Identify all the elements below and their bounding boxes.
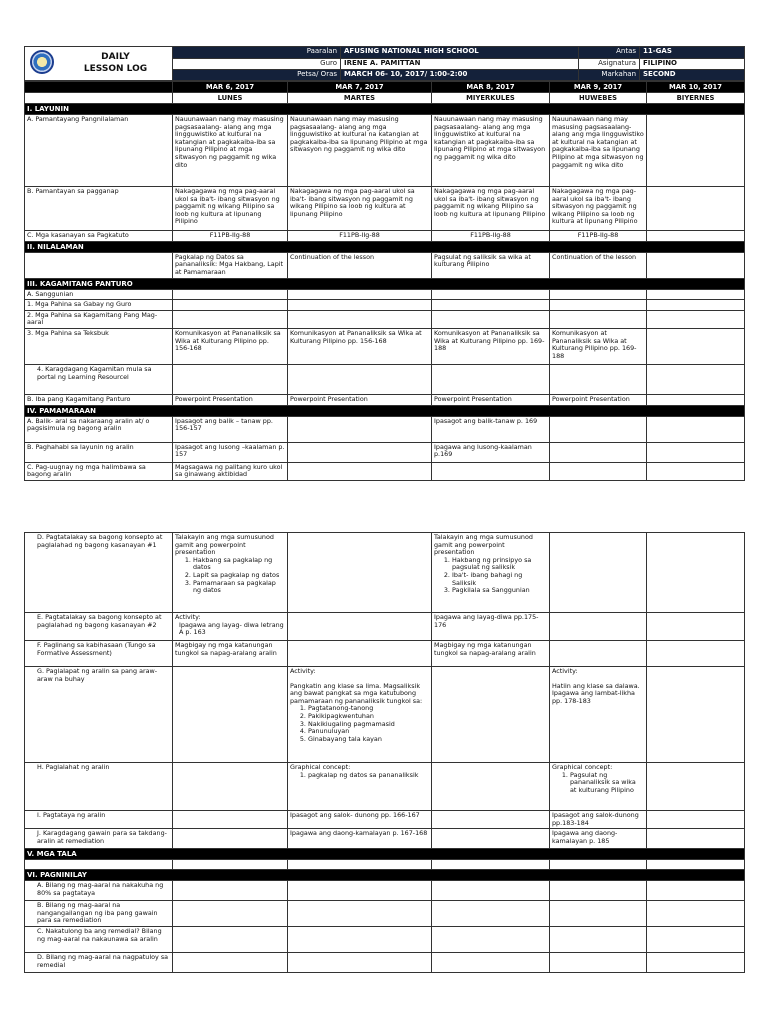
lesson-log-table-body <box>24 81 745 481</box>
cell-code: F11PB-IIg-88 <box>432 231 550 242</box>
day-tue: MARTES <box>288 93 432 104</box>
cell-text: Komunikasyon at Pananaliksik sa Wika at Kulturang Pilipino pp. 169-188 <box>432 328 550 364</box>
lesson-log-page-2 <box>24 532 744 973</box>
cell-text: Nauunawaan nang may masusing pagsasaalang-alang ang mga lingguwistiko at kultural na katangian at pagkakaiba-iba sa lipunang Pilipino at mga sitwasyon ng paggamit ng wika dito <box>550 115 647 187</box>
cell-text: Nauunawaan nang may masusing pagsasaalang- alang ang mga lingguwistiko at kultural na katangian at pagkakaiba-iba sa lipunang Pilipino at mga sitwasyon ng paggamit ng wika dito <box>173 115 288 187</box>
cell-text: Komunikasyon at Pananaliksik sa Wika at Kulturang Pilipino pp. 156-168 <box>288 328 432 364</box>
cell-list: Talakayin ang mga sumusunod gamit ang powerpoint presentation 1. Hakbang ng prinsipyo sa pagsulat ng saliksik 2. Iba't- ibang bahagi ng Saliksik 3. Pagkilala sa Sanggunian <box>432 533 550 613</box>
cell-text: Magbigay ng mga katanungan tungkol sa napag-aralang aralin <box>173 641 288 667</box>
row-label-kagamitang-pang-mag-aaral: 2. Mga Pahina sa Kagamitang Pang Mag-aaral <box>25 310 173 328</box>
markahan-value: SECOND <box>640 70 745 81</box>
cell-text: Ipagawa ang daong-kamalayan p. 185 <box>550 829 647 849</box>
date-fri: MAR 10, 2017 <box>647 82 745 93</box>
date-mon: MAR 6, 2017 <box>173 82 288 93</box>
row-label-balik-aral: A. Balik- aral sa nakaraang aralin at/ o pagsisimula ng bagong aralin <box>25 416 173 442</box>
cell-text: Activity: Ipagawa ang layag- diwa letrang A p. 163 <box>173 613 288 641</box>
cell-text: Nauunawaan nang may masusing pagsasaalang- alang ang mga lingguwistiko at kultural na katangian at pagkakaiba-iba sa lipunang Pilipino at mga sitwasyon ng paggamit ng wika dito <box>432 115 550 187</box>
cell-text: Activity: Hatiin ang klase sa dalawa. Ipagawa ang lambat-likha pp. 178-183 <box>550 667 647 763</box>
cell-text: Continuation of the lesson <box>550 252 647 278</box>
section-nilalaman: II. NILALAMAN <box>25 241 745 252</box>
markahan-label: Markahan <box>579 70 640 81</box>
row-label-gabay-ng-guro: 1. Mga Pahina sa Gabay ng Guro <box>25 300 173 311</box>
section-mga-tala: V. MGA TALA <box>25 849 745 860</box>
cell-text: Powerpoint Presentation <box>432 394 550 405</box>
cell-text: Ipasagot ang lusong –kaalaman p. 157 <box>173 442 288 462</box>
deped-seal-icon <box>30 50 54 74</box>
day-thu: HUWEBES <box>550 93 647 104</box>
cell-text: Ipasagot ang salok- dunong pp. 166-167 <box>288 811 432 829</box>
date-thu: MAR 9, 2017 <box>550 82 647 93</box>
petsa-value: MARCH 06- 10, 2017/ 1:00-2:00 <box>341 70 579 81</box>
row-label-remediation: B. Bilang ng mag-aaral na nangangailangan ng iba pang gawain para sa remediation <box>25 901 173 927</box>
day-wed: MIYERKULES <box>432 93 550 104</box>
date-tue: MAR 7, 2017 <box>288 82 432 93</box>
day-fri: BIYERNES <box>647 93 745 104</box>
section-pagninilay: VI. PAGNINILAY <box>25 870 745 881</box>
cell-text: Powerpoint Presentation <box>288 394 432 405</box>
row-label-paglalapat: G. Paglalapat ng aralin sa pang araw-araw na buhay <box>25 667 173 763</box>
cell-code: F11PB-IIg-88 <box>550 231 647 242</box>
cell-text: Nakagagawa ng mga pag-aaral ukol sa iba't- ibang sitwasyon ng paggamit ng wikang Pilipino sa loob ng kultura at lipunang Pilipino <box>432 187 550 231</box>
row-label-pag-uugnay: C. Pag-uugnay ng mga halimbawa sa bagong aralin <box>25 462 173 480</box>
paaralan-label: Paaralan <box>173 47 341 59</box>
cell-text: Ipagawa ang lusong-kaalaman p.169 <box>432 442 550 462</box>
day-mon: LUNES <box>173 93 288 104</box>
section-kagamitang-panturo: III. KAGAMITANG PANTURO <box>25 278 745 289</box>
cell-text: Continuation of the lesson <box>288 252 432 278</box>
row-label-paglinang: F. Paglinang sa kabihasaan (Tungo sa Formative Assessment) <box>25 641 173 667</box>
asignatura-label: Asignatura <box>579 59 640 70</box>
cell-text: Komunikasyon at Pananaliksik sa Wika at Kulturang Pilipino pp. 169-188 <box>550 328 647 364</box>
cell-list: Graphical concept: 1. pagkalap ng datos sa pananaliksik <box>288 763 432 811</box>
cell-text: Ipagawa ang daong-kamalayan p. 167-168 <box>288 829 432 849</box>
row-label-paglalahat: H. Paglalahat ng aralin <box>25 763 173 811</box>
cell-code: F11PB-IIg-88 <box>173 231 288 242</box>
title-lesson-log: LESSON LOG <box>83 64 148 74</box>
row-label-pagtataya: I. Pagtataya ng aralin <box>25 811 173 829</box>
row-label-paghahabi: B. Paghahabi sa layunin ng aralin <box>25 442 173 462</box>
row-label-bilang-80: A. Bilang ng mag-aaral na nakakuha ng 80% sa pagtataya <box>25 881 173 901</box>
cell-list: Talakayin ang mga sumusunod gamit ang powerpoint presentation 1. Hakbang sa pagkalap ng datos 2. Lapit sa pagkalap ng datos 3. Pamamaraan sa pagkalap ng datos <box>173 533 288 613</box>
row-label-sanggunian: A. Sanggunian <box>25 289 173 300</box>
cell-text: Pagkalap ng Datos sa pananaliksik: Mga Hakbang, Lapit at Pamamaraan <box>173 252 288 278</box>
lesson-log-page-1 <box>24 46 744 481</box>
row-label-kasanayan: C. Mga kasanayan sa Pagkatuto <box>25 231 173 242</box>
cell-text: Ipasagot ang salok-dunong pp.183-184 <box>550 811 647 829</box>
title-cell <box>25 47 173 81</box>
cell-text: Ipagawa ang layag-diwa pp.175-176 <box>432 613 550 641</box>
guro-value: IRENE A. PAMITTAN <box>341 59 579 70</box>
cell-text: Nakagagawa ng mga pag-aaral ukol sa iba't- ibang sitwasyon ng paggamit ng wikang Pilipino sa loob ng kultura at lipunang Pilipino <box>173 187 288 231</box>
cell-text: Powerpoint Presentation <box>173 394 288 405</box>
cell-list: Graphical concept: 1. Pagsulat ng pananaliksik sa wika at kulturang Pilipino <box>550 763 647 811</box>
cell-list: Activity: Pangkatin ang klase sa lima. Magsaliksik ang bawat pangkat sa mga katutubong pamamaraan ng pananaliksik tungkol sa: 1. Pagtatanong-tanong 2. Pakikipagkwentuhan 3. Nakikiugaling pagmamasid 4. Panunuluyan 5. Ginabayang tala kayan <box>288 667 432 763</box>
cell-text: Nakagagawa ng mga pag-aaral ukol sa iba't- ibang sitwasyon ng paggamit ng wikang Pilipino sa loob ng kultura at lipunang Pilipino <box>288 187 432 231</box>
petsa-label: Petsa/ Oras <box>173 70 341 81</box>
cell-text: Pagsulat ng saliksik sa wika at kulturang Pilipino <box>432 252 550 278</box>
section-pamamaraan: IV. PAMAMARAAN <box>25 405 745 416</box>
cell-text: Nauunawaan nang may masusing pagsasaalang- alang ang mga lingguwistiko at kultural na katangian at pagkakaiba-iba sa lipunang Pilipino at mga sitwasyon ng paggamit ng wika dito <box>288 115 432 187</box>
cell-text: Nakagagawa ng mga pag-aaral ukol sa iba't- ibang sitwasyon ng paggamit ng wikang Pilipino sa loob ng kultura at lipunang Pilipino <box>550 187 647 231</box>
paaralan-value: AFUSING NATIONAL HIGH SCHOOL <box>341 47 579 59</box>
row-label-pamantayang-pangnilalaman: A. Pamantayang Pangnilalaman <box>25 115 173 187</box>
row-label-pagtatalakay-1: D. Pagtatalakay sa bagong konsepto at paglalahad ng bagong kasanayan #1 <box>25 533 173 613</box>
row-label-pagtatalakay-2: E. Pagtatalakay sa bagong konsepto at paglalahad ng bagong kasanayan #2 <box>25 613 173 641</box>
date-wed: MAR 8, 2017 <box>432 82 550 93</box>
guro-label: Guro <box>173 59 341 70</box>
lesson-log-table-top <box>24 46 745 81</box>
cell-text: Magsagawa ng palitang kuro ukol sa ginawang aktibidad <box>173 462 288 480</box>
cell-text: Magbigay ng mga katanungan tungkol sa napag-aralang aralin <box>432 641 550 667</box>
asignatura-value: FILIPINO <box>640 59 745 70</box>
row-label-teksbuk: 3. Mga Pahina sa Teksbuk <box>25 328 173 364</box>
row-label-karagdagang-kagamitan: 4. Karagdagang Kagamitan mula sa portal ng Learning Resourcel <box>25 364 173 394</box>
row-label-karagdagang-gawain: J. Karagdagang gawain para sa takdang-aralin at remediation <box>25 829 173 849</box>
lesson-log-table-continued <box>24 532 745 973</box>
cell-code: F11PB-IIg-88 <box>288 231 432 242</box>
row-label-iba-pang-kagamitan: B. Iba pang Kagamitang Panturo <box>25 394 173 405</box>
row-label-nagpatuloy-remedial: D. Bilang ng mag-aaral na nagpatuloy sa remedial <box>25 953 173 973</box>
row-label-nakatulong-remedial: C. Nakatulong ba ang remedial? Bilang ng mag-aaral na nakaunawa sa aralin <box>25 927 173 953</box>
cell-text: Komunikasyon at Pananaliksik sa Wika at Kulturang Pilipino pp. 156-168 <box>173 328 288 364</box>
title-daily: DAILY <box>101 52 130 62</box>
cell-text: Ipasagot ang balik – tanaw pp. 156-157 <box>173 416 288 442</box>
cell-text: Ipasagot ang balik-tanaw p. 169 <box>432 416 550 442</box>
cell-text: Powerpoint Presentation <box>550 394 647 405</box>
antas-label: Antas <box>579 47 640 59</box>
row-label-pamantayan-sa-pagganap: B. Pamantayan sa pagganap <box>25 187 173 231</box>
section-layunin: I. LAYUNIN <box>25 104 745 115</box>
antas-value: 11-GAS <box>640 47 745 59</box>
